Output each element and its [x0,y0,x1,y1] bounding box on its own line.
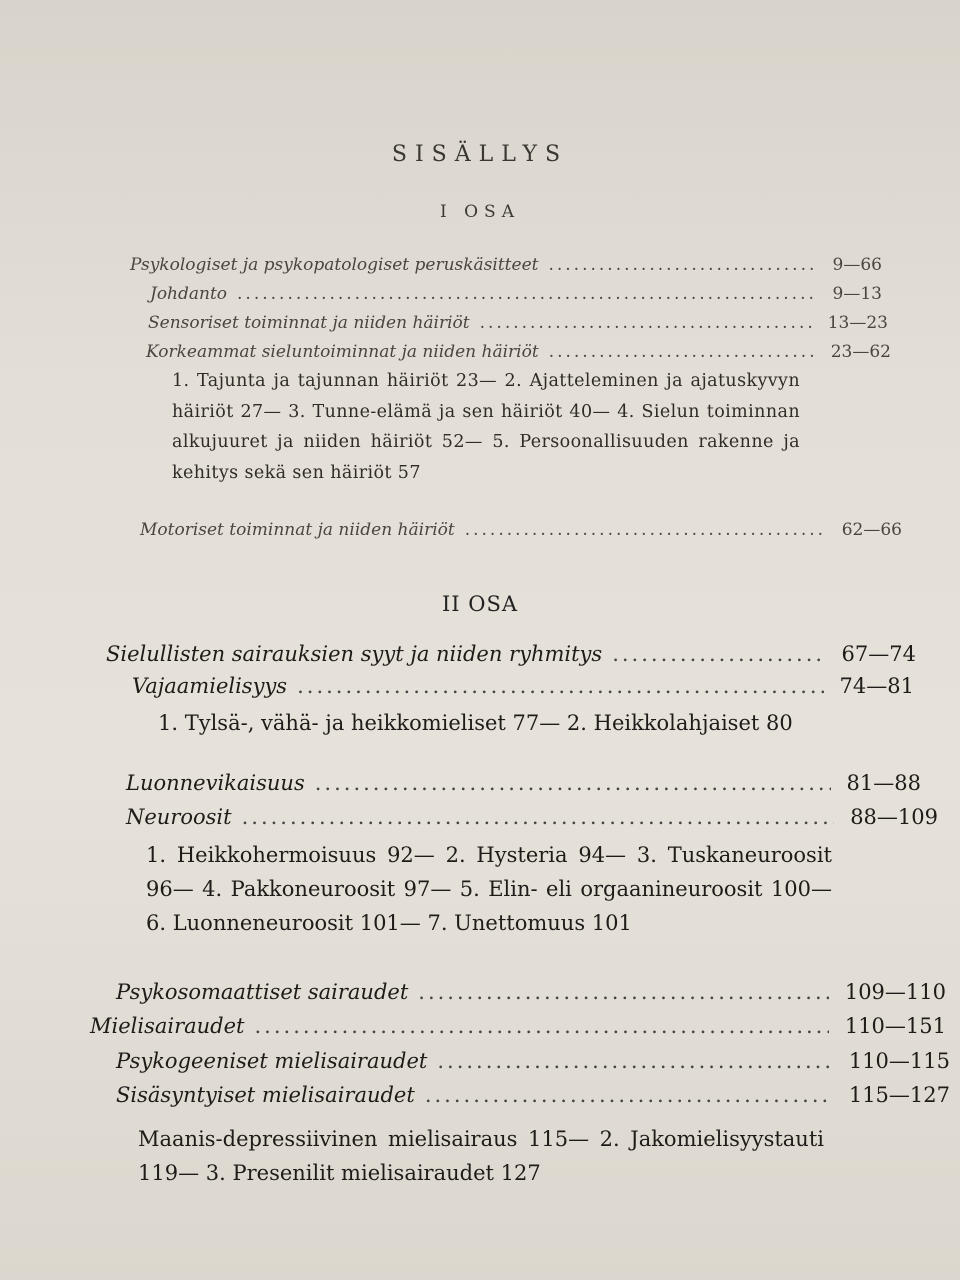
dot-leader [315,771,831,795]
toc-entry [150,284,882,304]
toc-entry-label: Korkeammat sieluntoiminnat ja niiden häiriöt [146,342,539,362]
toc-entry [126,805,938,829]
toc-entry-pages: 9—13 [832,284,882,304]
toc-entry-label: Neuroosit [126,805,232,829]
dot-leader [255,1014,829,1038]
dot-leader [480,313,812,333]
toc-entry [140,520,902,540]
toc-entry-label: Sielullisten sairauksien syyt ja niiden ryhmitys [106,642,603,666]
toc-entry-pages: 110—115 [848,1049,950,1073]
toc-entry-pages: 109—110 [844,980,946,1004]
toc-entry-label: Psykogeeniset mielisairaudet [116,1049,428,1073]
toc-entry [116,1083,950,1107]
dot-leader [425,1083,833,1107]
toc-entry-pages: 13—23 [827,313,888,333]
toc-entry [116,1049,950,1073]
dot-leader [237,284,817,304]
toc-entry [106,642,916,666]
dot-leader [418,980,829,1004]
toc-detail: 1. Tylsä-, vähä- ja heikkomieliset 77— 2. Heikkolahjaiset 80 [158,711,793,735]
toc-entry [148,313,888,333]
toc-entry [116,980,946,1004]
toc-entry-label: Vajaamielisyys [132,674,288,698]
toc-detail: 1. Heikkohermoisuus 92— 2. Hysteria 94— 3. Tuskaneuroosit 96— 4. Pakkoneuroosit 97— 5. Elin- eli orgaanineuroosit 100— 6. Luonneneuroosit 101— 7. Unettomuus 101 [146,843,832,935]
toc-entry [130,255,882,275]
dot-leader [242,805,835,829]
dot-leader [465,520,826,540]
toc-entry-label: Sisäsyntyiset mielisairaudet [116,1083,415,1107]
dot-leader [612,642,825,666]
toc-detail: 1. Tajunta ja tajunnan häiriöt 23— 2. Ajatteleminen ja ajatuskyvyn häiriöt 27— 3. Tunne-elämä ja sen häiriöt 40— 4. Sielun toiminnan alkujuuret ja niiden häiriöt 52— 5. Persoonallisuuden rakenne ja kehitys sekä sen häiriöt 57 [172,371,800,483]
dot-leader [437,1049,832,1073]
part-1-heading: I OSA [440,202,520,222]
toc-entry-pages: 74—81 [839,674,914,698]
toc-entry-pages: 62—66 [841,520,902,540]
dot-leader [297,674,823,698]
toc-entry [132,674,914,698]
dot-leader [548,255,816,275]
toc-entry-pages: 67—74 [841,642,916,666]
toc-entry-label: Motoriset toiminnat ja niiden häiriöt [140,520,455,540]
dot-leader [549,342,815,362]
toc-entry-pages: 81—88 [846,771,921,795]
toc-entry-label: Psykosomaattiset sairaudet [116,980,409,1004]
toc-entry-label: Luonnevikaisuus [126,771,305,795]
toc-entry-label: Mielisairaudet [90,1014,245,1038]
toc-entry-label: Johdanto [150,284,228,304]
part-2-heading: II OSA [441,592,519,616]
toc-entry-label: Psykologiset ja psykopatologiset peruskäsitteet [130,255,539,275]
toc-entry-pages: 23—62 [830,342,891,362]
toc-entry-pages: 9—66 [832,255,882,275]
toc-entry-pages: 110—151 [844,1014,946,1038]
page-title: SISÄLLYS [391,142,569,167]
toc-detail: Maanis-depressiivinen mielisairaus 115— 2. Jakomielisyystauti 119— 3. Presenilit mielisairaudet 127 [138,1127,824,1185]
toc-entry [90,1014,946,1038]
toc-entry-pages: 115—127 [848,1083,950,1107]
toc-entry-label: Sensoriset toiminnat ja niiden häiriöt [148,313,470,333]
toc-entry-pages: 88—109 [850,805,938,829]
toc-entry [146,342,891,362]
toc-entry [126,771,921,795]
